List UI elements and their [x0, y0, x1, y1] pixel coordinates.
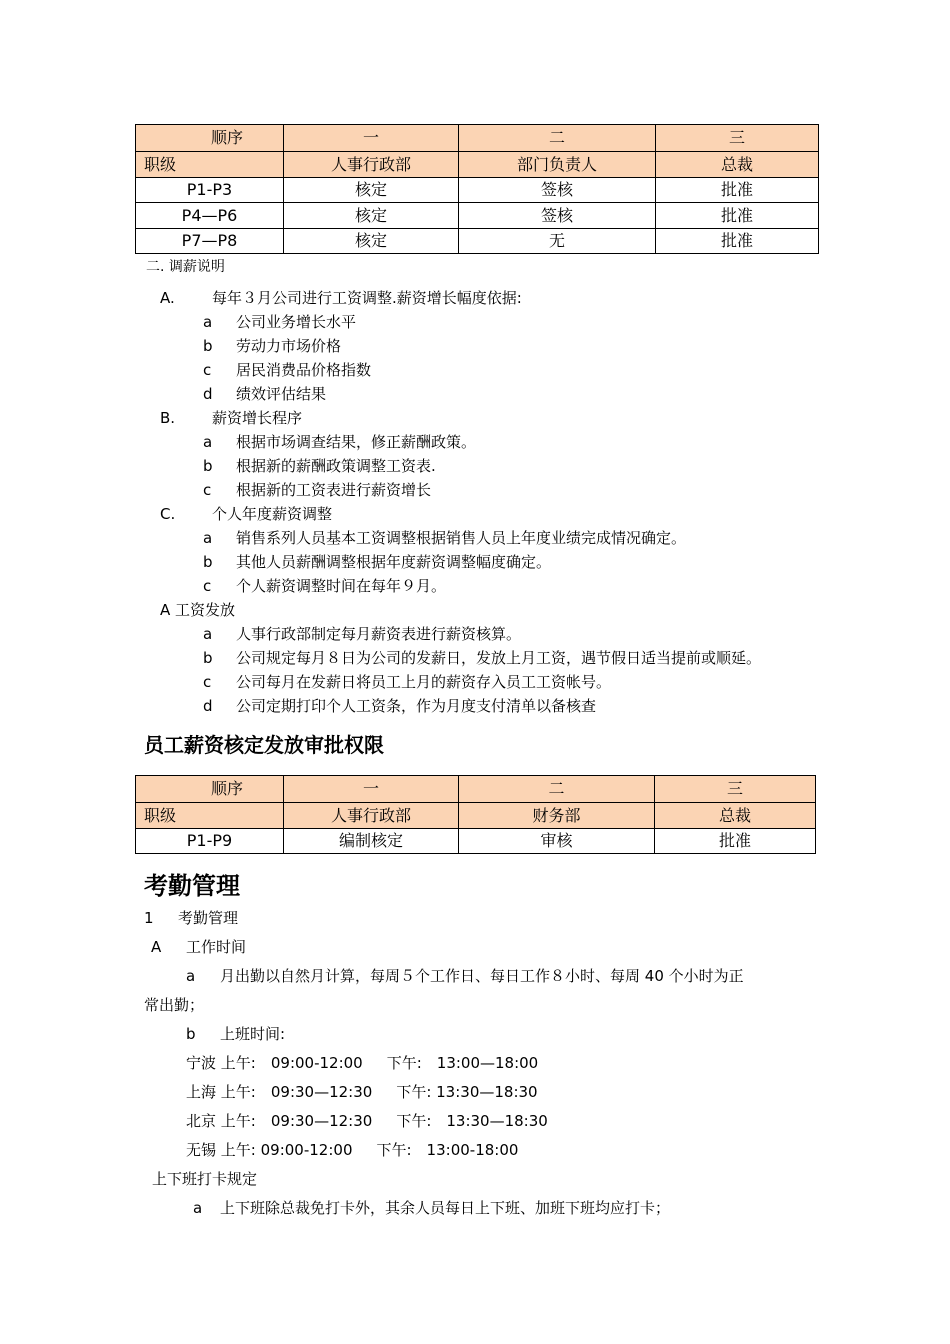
list-marker: A.	[160, 289, 175, 307]
list-marker: b	[186, 1025, 196, 1043]
role-header: 总裁	[656, 152, 819, 178]
list-item	[203, 551, 551, 572]
city-name: 无锡	[186, 1141, 217, 1159]
clock-rules-title: 上下班打卡规定	[152, 1170, 258, 1188]
list-text: 公司定期打印个人工资条，作为月度支付清单以备核查	[236, 697, 597, 715]
grade-cell: P1-P3	[136, 178, 284, 203]
afternoon-hours: 下午: 13:30—18:30	[396, 1083, 538, 1101]
table-cell: 批准	[656, 203, 819, 229]
list-marker: A	[151, 938, 162, 956]
table-cell: 批准	[656, 229, 819, 254]
schedule-row	[186, 1110, 548, 1131]
table-cell: 编制核定	[284, 829, 459, 854]
table-row	[136, 229, 819, 254]
list-marker: a	[203, 433, 213, 451]
list-text: 每年３月公司进行工资调整.薪资增长幅度依据:	[212, 289, 522, 307]
corner-grade-label: 职级	[136, 152, 284, 178]
list-item	[203, 647, 761, 668]
grade-cell: P7—P8	[136, 229, 284, 254]
list-item	[160, 503, 332, 524]
role-header: 部门负责人	[459, 152, 656, 178]
role-header: 财务部	[459, 803, 655, 829]
table-cell: 批准	[656, 178, 819, 203]
step-header: 一	[284, 776, 459, 803]
list-text: 根据新的工资表进行薪资增长	[236, 481, 432, 499]
city-name: 上海	[186, 1083, 217, 1101]
list-item	[160, 287, 522, 308]
table-cell: 审核	[459, 829, 655, 854]
list-text: 上班时间:	[220, 1025, 286, 1043]
step-header: 二	[459, 125, 656, 152]
list-text: 根据市场调查结果，修正薪酬政策。	[236, 433, 477, 451]
table-cell: 无	[459, 229, 656, 254]
morning-hours: 上午: 09:30—12:30	[220, 1112, 373, 1130]
table-cell: 核定	[284, 178, 459, 203]
section-number: 1	[144, 909, 154, 927]
subsection-title: 工作时间	[186, 938, 247, 956]
schedule-row	[186, 1081, 538, 1102]
afternoon-hours: 下午: 13:30—18:30	[396, 1112, 548, 1130]
list-item	[186, 1023, 285, 1044]
afternoon-hours: 下午: 13:00—18:00	[386, 1054, 539, 1072]
role-header: 人事行政部	[284, 803, 459, 829]
morning-hours: 上午: 09:00-12:00	[220, 1141, 353, 1159]
list-marker: d	[203, 697, 213, 715]
step-header: 二	[459, 776, 655, 803]
list-marker: C.	[160, 505, 176, 523]
afternoon-hours: 下午: 13:00-18:00	[376, 1141, 519, 1159]
morning-hours: 上午: 09:00-12:00	[220, 1054, 363, 1072]
table-cell: 核定	[284, 229, 459, 254]
approval-heading: 员工薪资核定发放审批权限	[144, 733, 384, 757]
list-marker: a	[186, 967, 196, 985]
list-item	[203, 431, 476, 452]
list-item	[203, 455, 436, 476]
list-item	[193, 1197, 670, 1218]
table-cell: 签核	[459, 203, 656, 229]
schedule-row	[186, 1052, 538, 1073]
list-item	[203, 671, 611, 692]
list-text: 公司业务增长水平	[236, 313, 357, 331]
table-cell: 核定	[284, 203, 459, 229]
section-title-adjust: 二. 调薪说明	[146, 259, 225, 275]
list-item	[203, 527, 686, 548]
list-item	[203, 335, 341, 356]
list-text: 居民消费品价格指数	[236, 361, 372, 379]
list-text: 公司每月在发薪日将员工上月的薪资存入员工工资帐号。	[236, 673, 612, 691]
list-item	[203, 695, 596, 716]
city-name: 宁波	[186, 1054, 217, 1072]
city-name: 北京	[186, 1112, 217, 1130]
list-item	[203, 311, 356, 332]
list-text: 根据新的薪酬政策调整工资表.	[236, 457, 436, 475]
step-header: 三	[655, 776, 816, 803]
section-heading	[144, 907, 238, 928]
list-item	[160, 407, 302, 428]
list-marker: b	[203, 649, 213, 667]
section-title: 考勤管理	[178, 909, 239, 927]
subsection-heading	[151, 936, 246, 957]
list-text-continued: 常出勤；	[144, 996, 205, 1014]
list-item	[203, 383, 326, 404]
list-text: 月出勤以自然月计算，每周５个工作日、每日工作８小时、每周 40 个小时为正	[220, 967, 744, 985]
grade-cell: P4—P6	[136, 203, 284, 229]
list-marker: c	[203, 673, 212, 691]
section-title-payroll: A 工资发放	[160, 601, 236, 619]
role-header: 总裁	[655, 803, 816, 829]
list-text: 销售系列人员基本工资调整根据销售人员上年度业绩完成情况确定。	[236, 529, 687, 547]
corner-order-label: 顺序	[136, 776, 284, 803]
list-marker: c	[203, 577, 212, 595]
list-item	[203, 359, 371, 380]
list-marker: a	[193, 1199, 203, 1217]
list-text: 人事行政部制定每月薪资表进行薪资核算。	[236, 625, 522, 643]
table-row	[136, 178, 819, 203]
table-cell: 签核	[459, 178, 656, 203]
list-text: 劳动力市场价格	[236, 337, 342, 355]
list-marker: a	[203, 625, 213, 643]
list-marker: c	[203, 481, 212, 499]
approval-table-2	[135, 775, 816, 854]
list-marker: c	[203, 361, 212, 379]
table-cell: 批准	[655, 829, 816, 854]
list-text: 上下班除总裁免打卡外，其余人员每日上下班、加班下班均应打卡；	[220, 1199, 671, 1217]
list-item	[203, 479, 431, 500]
list-text: 公司规定每月８日为公司的发薪日，发放上月工资，遇节假日适当提前或顺延。	[236, 649, 762, 667]
step-header: 一	[284, 125, 459, 152]
list-marker: b	[203, 553, 213, 571]
list-text: 个人年度薪资调整	[212, 505, 333, 523]
grade-cell: P1-P9	[136, 829, 284, 854]
list-marker: b	[203, 337, 213, 355]
list-item	[203, 623, 521, 644]
approval-table-1	[135, 124, 819, 254]
role-header: 人事行政部	[284, 152, 459, 178]
corner-order-label: 顺序	[136, 125, 284, 152]
corner-grade-label: 职级	[136, 803, 284, 829]
table-row	[136, 203, 819, 229]
morning-hours: 上午: 09:30—12:30	[220, 1083, 373, 1101]
list-text: 个人薪资调整时间在每年９月。	[236, 577, 447, 595]
list-marker: b	[203, 457, 213, 475]
list-text: 其他人员薪酬调整根据年度薪资调整幅度确定。	[236, 553, 552, 571]
list-marker: d	[203, 385, 213, 403]
list-item	[203, 575, 446, 596]
list-item	[186, 965, 744, 986]
attendance-heading: 考勤管理	[144, 872, 240, 900]
step-header: 三	[656, 125, 819, 152]
list-marker: a	[203, 529, 213, 547]
table-row	[136, 829, 816, 854]
list-marker: a	[203, 313, 213, 331]
list-text: 绩效评估结果	[236, 385, 327, 403]
list-marker: B.	[160, 409, 176, 427]
list-text: 薪资增长程序	[212, 409, 303, 427]
schedule-row	[186, 1139, 518, 1160]
